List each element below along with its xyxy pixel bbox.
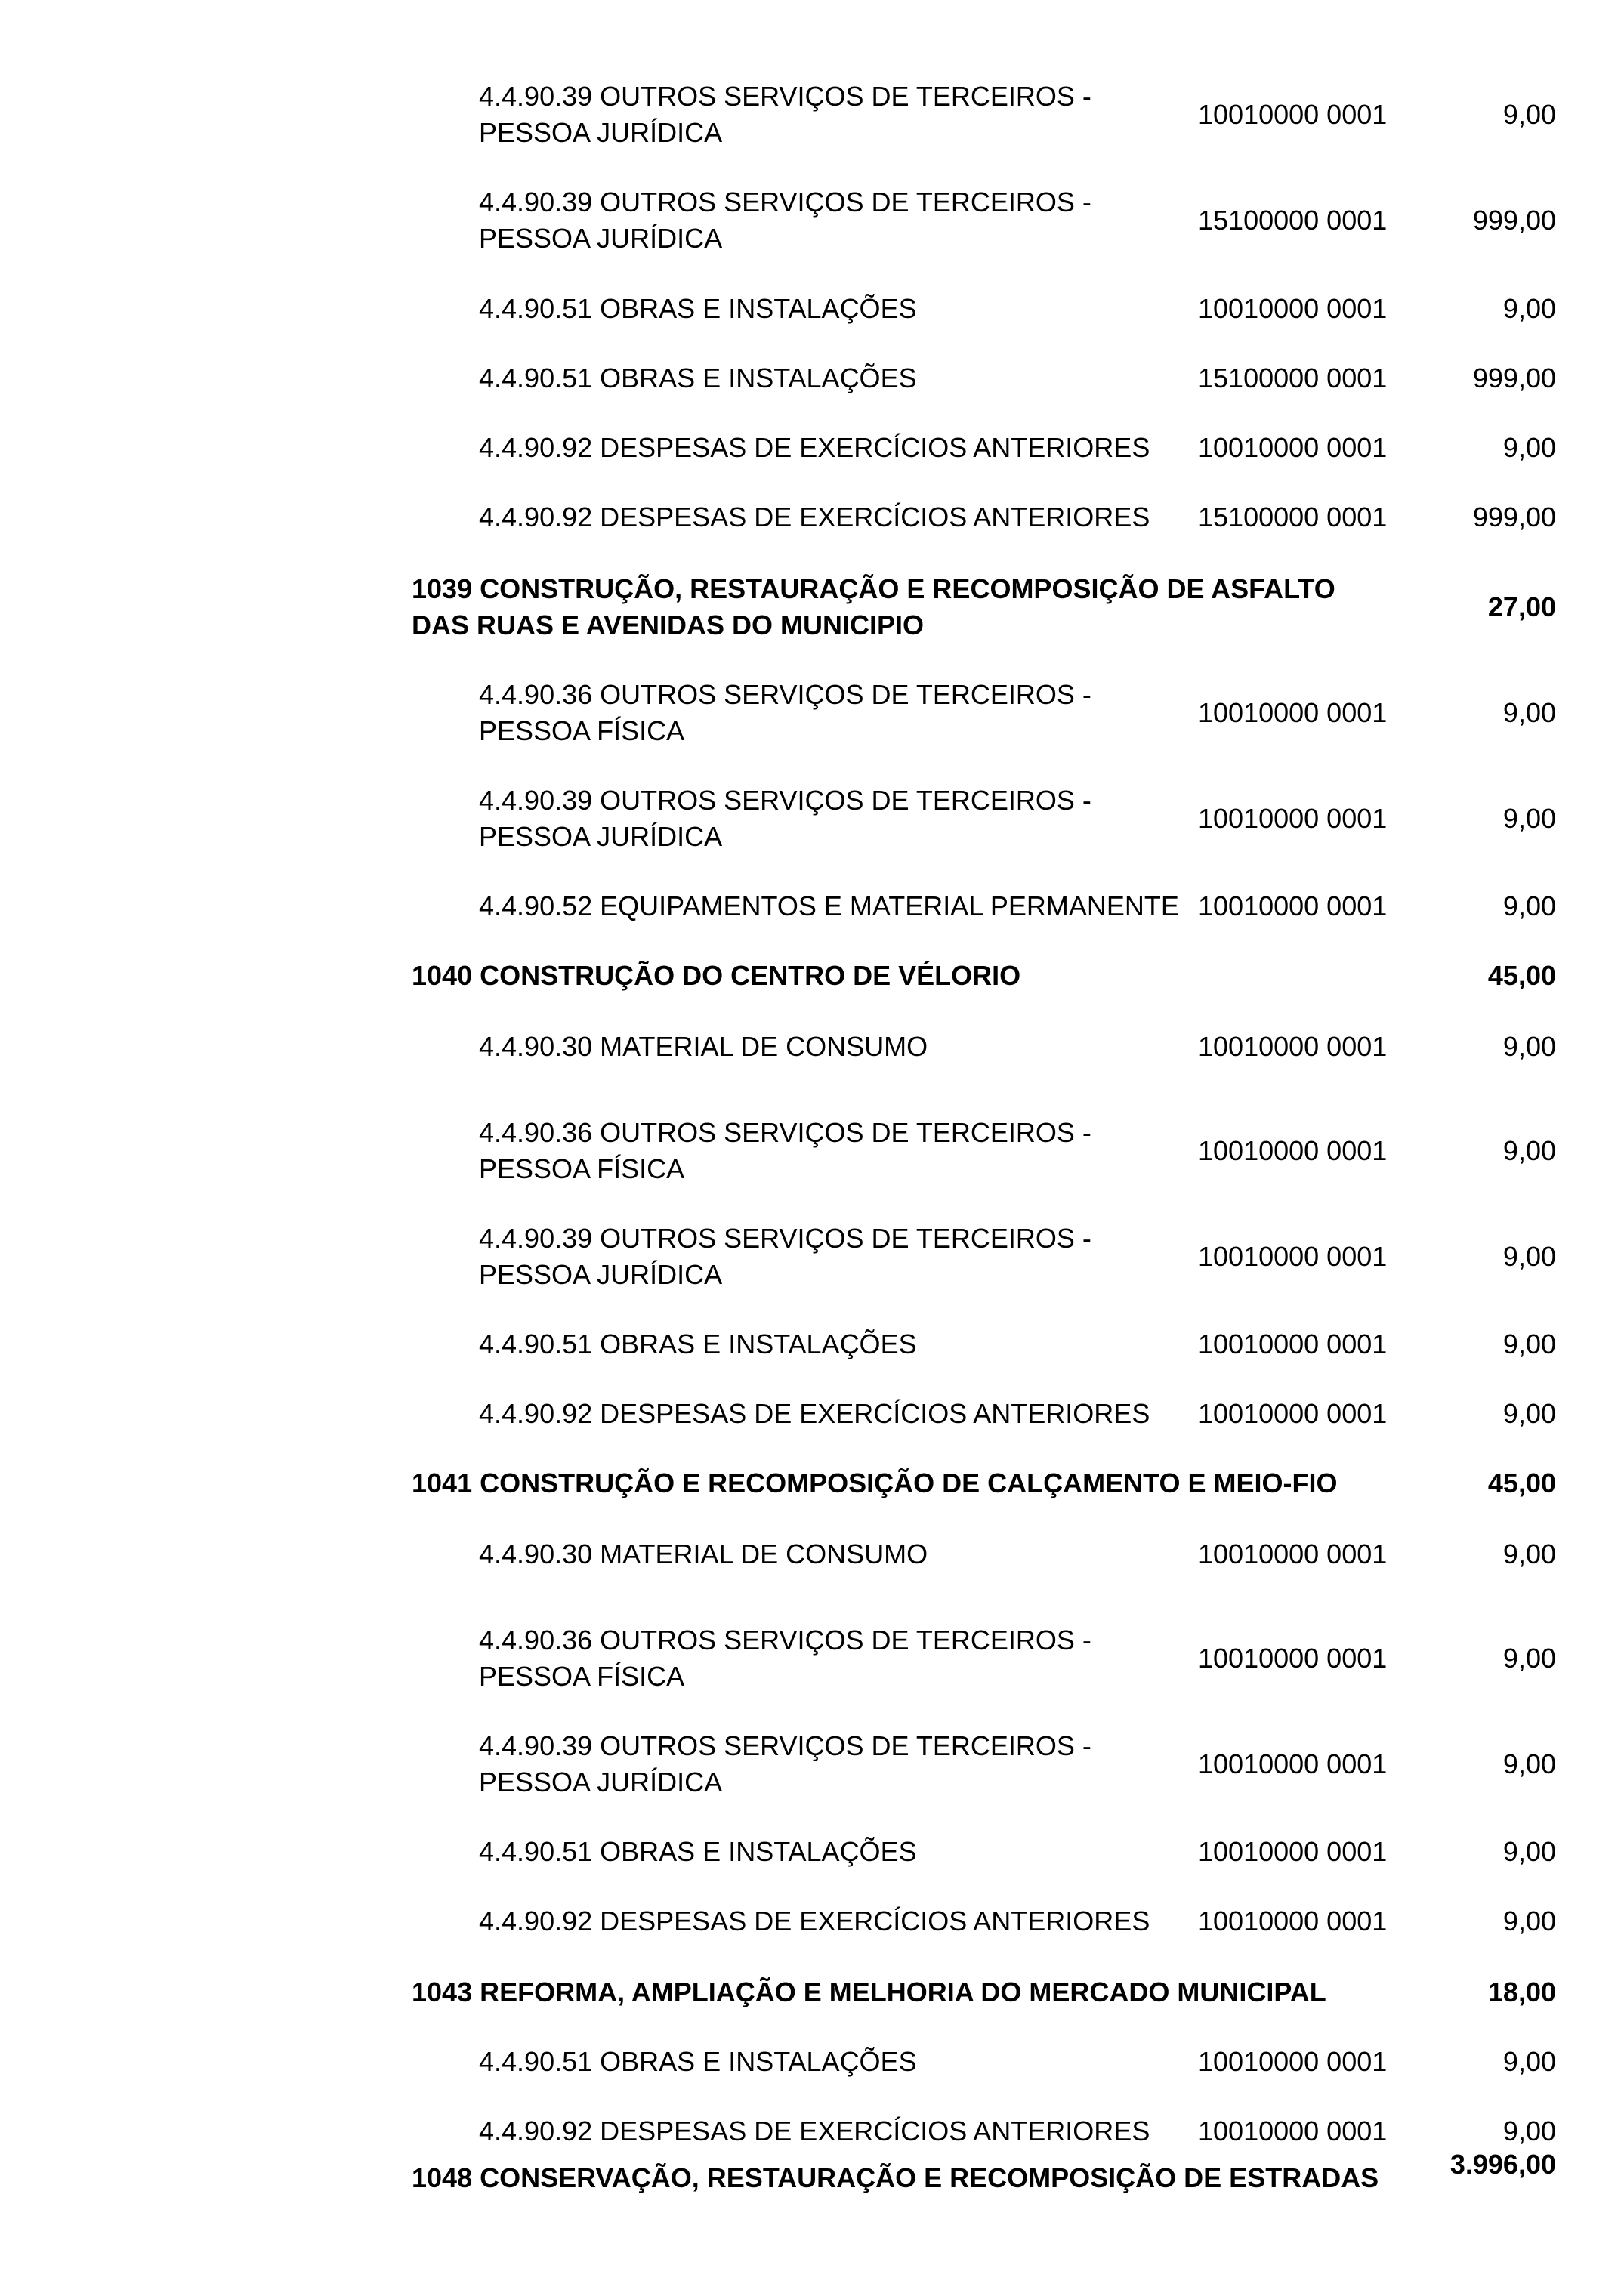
- expense-row: [0, 1536, 1624, 1572]
- description-line: 4.4.90.92 DESPESAS DE EXERCÍCIOS ANTERIORES: [479, 2115, 1150, 2146]
- expense-description: [479, 1622, 1196, 1695]
- description-line: PESSOA FÍSICA: [479, 1153, 685, 1184]
- description-line: 4.4.90.51 OBRAS E INSTALAÇÕES: [479, 1329, 917, 1359]
- resource-source: 10010000 0001: [1198, 2046, 1388, 2077]
- expense-value: 9,00: [1502, 99, 1556, 130]
- resource-source: 15100000 0001: [1198, 205, 1388, 236]
- description-line: 4.4.90.36 OUTROS SERVIÇOS DE TERCEIROS -: [479, 1117, 1091, 1148]
- expense-description: [479, 1326, 1196, 1362]
- description-line: PESSOA JURÍDICA: [479, 117, 723, 148]
- description-line: 4.4.90.52 EQUIPAMENTOS E MATERIAL PERMANENTE: [479, 890, 1179, 921]
- description-line: 4.4.90.39 OUTROS SERVIÇOS DE TERCEIROS -: [479, 1223, 1091, 1254]
- expense-value: 9,00: [1502, 293, 1556, 324]
- expense-row: [0, 499, 1624, 535]
- description-line: 4.4.90.39 OUTROS SERVIÇOS DE TERCEIROS -: [479, 785, 1091, 816]
- description-line: 1039 CONSTRUÇÃO, RESTAURAÇÃO E RECOMPOSIÇÃO DE ASFALTO: [412, 573, 1335, 604]
- expense-description: [479, 2044, 1196, 2080]
- expense-value: 9,00: [1502, 697, 1556, 728]
- expense-description: [479, 677, 1196, 749]
- action-total: 45,00: [1487, 960, 1556, 991]
- description-line: 4.4.90.51 OBRAS E INSTALAÇÕES: [479, 2046, 917, 2077]
- resource-source: 10010000 0001: [1198, 293, 1388, 324]
- resource-source: 10010000 0001: [1198, 890, 1388, 921]
- expense-description: [479, 1221, 1196, 1293]
- description-line: PESSOA FÍSICA: [479, 715, 685, 746]
- action-total: 18,00: [1487, 1977, 1556, 2007]
- description-line: 1040 CONSTRUÇÃO DO CENTRO DE VÉLORIO: [412, 960, 1021, 991]
- description-line: 1048 CONSERVAÇÃO, RESTAURAÇÃO E RECOMPOSIÇÃO DE ESTRADAS: [412, 2162, 1379, 2193]
- expense-value: 9,00: [1502, 890, 1556, 921]
- expense-value: 9,00: [1502, 1643, 1556, 1674]
- expense-value: 9,00: [1502, 1031, 1556, 1062]
- expense-description: [479, 888, 1196, 924]
- resource-source: 10010000 0001: [1198, 697, 1388, 728]
- description-line: 4.4.90.36 OUTROS SERVIÇOS DE TERCEIROS -: [479, 679, 1091, 710]
- expense-row: [0, 1622, 1624, 1695]
- description-line: 4.4.90.51 OBRAS E INSTALAÇÕES: [479, 293, 917, 324]
- expense-row: [0, 2113, 1624, 2149]
- expense-value: 9,00: [1502, 2115, 1556, 2146]
- expense-description: [479, 360, 1196, 397]
- description-line: PESSOA JURÍDICA: [479, 1259, 723, 1290]
- action-total: 27,00: [1487, 591, 1556, 622]
- description-line: 4.4.90.51 OBRAS E INSTALAÇÕES: [479, 1836, 917, 1867]
- description-line: PESSOA JURÍDICA: [479, 821, 723, 852]
- resource-source: 10010000 0001: [1198, 1135, 1388, 1166]
- action-description: [412, 571, 1431, 643]
- expense-description: [479, 1396, 1196, 1432]
- description-line: 4.4.90.51 OBRAS E INSTALAÇÕES: [479, 363, 917, 393]
- expense-row: [0, 184, 1624, 257]
- expense-value: 999,00: [1472, 501, 1556, 532]
- expense-value: 9,00: [1502, 1398, 1556, 1429]
- action-row: [0, 1465, 1624, 1501]
- expense-row: [0, 1326, 1624, 1362]
- expense-row: [0, 1221, 1624, 1293]
- expense-row: [0, 291, 1624, 327]
- description-line: 4.4.90.39 OUTROS SERVIÇOS DE TERCEIROS -: [479, 81, 1091, 112]
- action-total: 45,00: [1487, 1467, 1556, 1498]
- action-row: [0, 1974, 1624, 2011]
- expense-description: [479, 2113, 1196, 2149]
- expense-row: [0, 1834, 1624, 1870]
- expense-description: [479, 1728, 1196, 1801]
- expense-value: 999,00: [1472, 205, 1556, 236]
- expense-description: [479, 782, 1196, 855]
- expense-value: 9,00: [1502, 1906, 1556, 1936]
- action-row: [0, 2149, 1624, 2196]
- expense-description: [479, 79, 1196, 151]
- action-row: [0, 571, 1624, 643]
- description-line: PESSOA FÍSICA: [479, 1661, 685, 1692]
- expense-row: [0, 2044, 1624, 2080]
- description-line: 4.4.90.36 OUTROS SERVIÇOS DE TERCEIROS -: [479, 1625, 1091, 1656]
- expense-row: [0, 782, 1624, 855]
- resource-source: 10010000 0001: [1198, 2115, 1388, 2146]
- expense-value: 9,00: [1502, 432, 1556, 463]
- expense-value: 9,00: [1502, 1135, 1556, 1166]
- description-line: 4.4.90.30 MATERIAL DE CONSUMO: [479, 1538, 928, 1569]
- description-line: 4.4.90.39 OUTROS SERVIÇOS DE TERCEIROS -: [479, 1730, 1091, 1761]
- resource-source: 10010000 0001: [1198, 1836, 1388, 1867]
- expense-value: 9,00: [1502, 1241, 1556, 1272]
- expense-value: 9,00: [1502, 2046, 1556, 2077]
- resource-source: 10010000 0001: [1198, 1643, 1388, 1674]
- expense-description: [479, 1903, 1196, 1940]
- description-line: 4.4.90.30 MATERIAL DE CONSUMO: [479, 1031, 928, 1062]
- description-line: PESSOA JURÍDICA: [479, 223, 723, 254]
- description-line: 4.4.90.92 DESPESAS DE EXERCÍCIOS ANTERIORES: [479, 1398, 1150, 1429]
- resource-source: 10010000 0001: [1198, 1241, 1388, 1272]
- expense-description: [479, 291, 1196, 327]
- expense-value: 9,00: [1502, 1836, 1556, 1867]
- expense-description: [479, 1115, 1196, 1187]
- description-line: 4.4.90.39 OUTROS SERVIÇOS DE TERCEIROS -: [479, 187, 1091, 218]
- expense-row: [0, 79, 1624, 151]
- action-description: [412, 1465, 1431, 1501]
- expense-description: [479, 1029, 1196, 1065]
- expense-row: [0, 1029, 1624, 1065]
- expense-row: [0, 677, 1624, 749]
- description-line: PESSOA JURÍDICA: [479, 1767, 723, 1798]
- expense-row: [0, 888, 1624, 924]
- expense-description: [479, 499, 1196, 535]
- resource-source: 10010000 0001: [1198, 1748, 1388, 1779]
- resource-source: 10010000 0001: [1198, 1906, 1388, 1936]
- resource-source: 10010000 0001: [1198, 1538, 1388, 1569]
- expense-value: 9,00: [1502, 803, 1556, 834]
- expense-value: 999,00: [1472, 363, 1556, 393]
- expense-value: 9,00: [1502, 1329, 1556, 1359]
- description-line: 4.4.90.92 DESPESAS DE EXERCÍCIOS ANTERIORES: [479, 1906, 1150, 1936]
- resource-source: 10010000 0001: [1198, 1329, 1388, 1359]
- resource-source: 10010000 0001: [1198, 803, 1388, 834]
- description-line: DAS RUAS E AVENIDAS DO MUNICIPIO: [412, 609, 925, 640]
- expense-description: [479, 430, 1196, 466]
- description-line: 4.4.90.92 DESPESAS DE EXERCÍCIOS ANTERIORES: [479, 432, 1150, 463]
- resource-source: 10010000 0001: [1198, 1031, 1388, 1062]
- resource-source: 15100000 0001: [1198, 363, 1388, 393]
- resource-source: 10010000 0001: [1198, 432, 1388, 463]
- expense-row: [0, 1396, 1624, 1432]
- action-total: 3.996,00: [1450, 2149, 1556, 2180]
- action-row: [0, 958, 1624, 994]
- description-line: 1043 REFORMA, AMPLIAÇÃO E MELHORIA DO MERCADO MUNICIPAL: [412, 1977, 1326, 2007]
- expense-value: 9,00: [1502, 1538, 1556, 1569]
- action-description: [412, 958, 1431, 994]
- expense-description: [479, 1834, 1196, 1870]
- resource-source: 10010000 0001: [1198, 99, 1388, 130]
- description-line: 1041 CONSTRUÇÃO E RECOMPOSIÇÃO DE CALÇAMENTO E MEIO-FIO: [412, 1467, 1338, 1498]
- expense-description: [479, 1536, 1196, 1572]
- expense-value: 9,00: [1502, 1748, 1556, 1779]
- expense-description: [479, 184, 1196, 257]
- expense-row: [0, 1903, 1624, 1940]
- expense-row: [0, 1728, 1624, 1801]
- resource-source: 10010000 0001: [1198, 1398, 1388, 1429]
- expense-row: [0, 1115, 1624, 1187]
- expense-row: [0, 430, 1624, 466]
- action-description: [412, 2160, 1431, 2196]
- action-description: [412, 1974, 1431, 2011]
- expense-row: [0, 360, 1624, 397]
- description-line: 4.4.90.92 DESPESAS DE EXERCÍCIOS ANTERIORES: [479, 501, 1150, 532]
- resource-source: 15100000 0001: [1198, 501, 1388, 532]
